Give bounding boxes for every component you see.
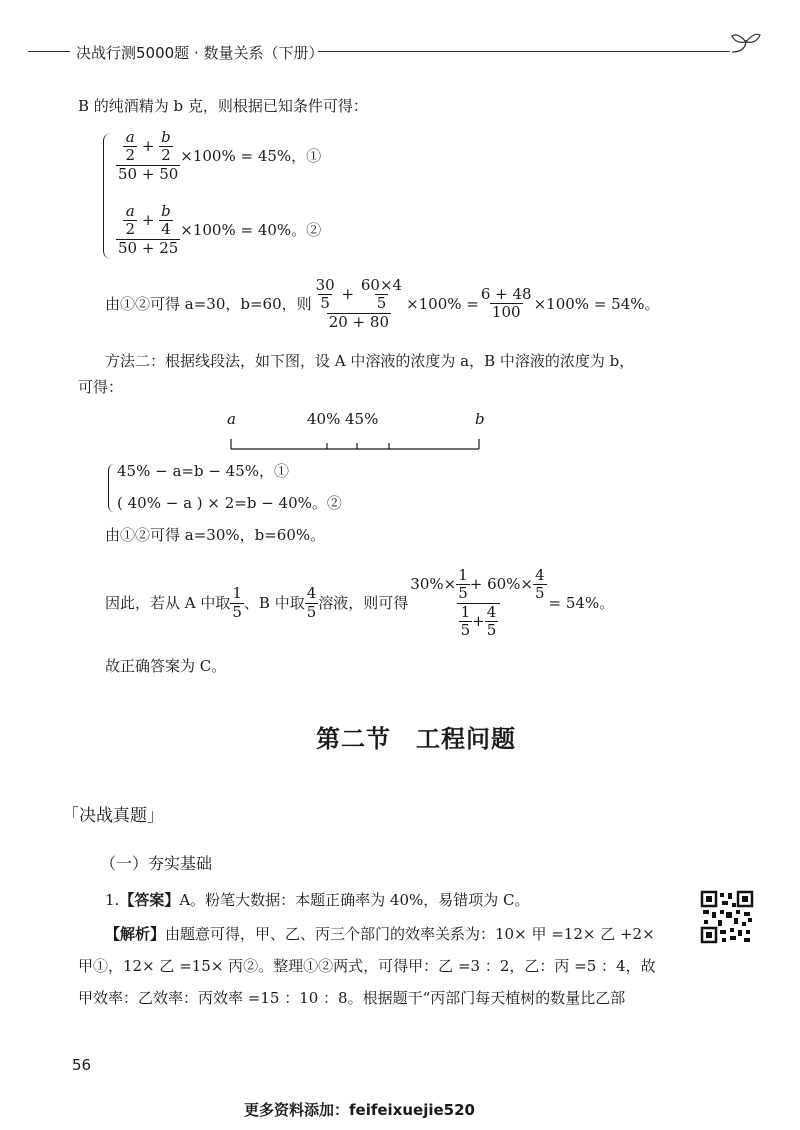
result1-line: 由①②可得 a=30，b=60，则 $\frac{30}{5}$ + $\frac{60\times 4}{5}$ 20 + 80 ×100% = $\frac{6 + 48}{100}$ ×100% = 54%。 — [105, 276, 660, 331]
q1-analysis-line3: 甲效率：乙效率：丙效率 =15 ：10 ：8。根据题干“丙部门每天植树的数量比乙部 — [78, 989, 626, 1007]
segment-label-b: b — [475, 410, 485, 428]
running-header-title: 决战行测5000题 · 数量关系（下册） — [76, 44, 324, 62]
sub-heading: （一）夯实基础 — [100, 854, 213, 873]
qr-code-icon[interactable] — [700, 890, 754, 944]
segment-label-40: 40% — [307, 410, 341, 428]
segment-diagram — [225, 408, 495, 453]
method2-line2: 可得： — [78, 378, 124, 396]
system2-brace — [108, 464, 117, 512]
method2-line1: 方法二：根据线段法，如下图，设 A 中溶液的浓度为 a，B 中溶液的浓度为 b， — [105, 352, 635, 370]
sprout-icon — [728, 30, 764, 60]
system1-eq1: $\frac{a}{2}$ + $\frac{b}{2}$ 50 + 50 ×100% = 45%，① — [118, 128, 322, 183]
eq2-big-fraction: $\frac{a}{2}$ + $\frac{b}{4}$ 50 + 25 — [118, 202, 179, 257]
therefore-frac-b: $\frac{4}{5}$ — [306, 584, 317, 621]
system1-eq2: $\frac{a}{2}$ + $\frac{b}{4}$ 50 + 25 ×100% = 40%。② — [118, 202, 322, 257]
eq1-big-fraction: $\frac{a}{2}$ + $\frac{b}{2}$ 50 + 50 — [118, 128, 179, 183]
block-heading: 「决战真题」 — [62, 806, 164, 826]
system2-eq2: ( 40% − a ) × 2=b − 40%。② — [117, 494, 342, 512]
q1-analysis-line2: 甲①，12× 乙 =15× 丙②。整理①②两式，可得甲：乙 =3 ：2，乙：丙 =5 ：4，故 — [78, 957, 656, 975]
q1-analysis-line1: 【解析】由题意可得，甲、乙、丙三个部门的效率关系为：10× 甲 =12× 乙 +2× — [105, 925, 655, 943]
result1-small-fraction: $\frac{6 + 48}{100}$ — [480, 285, 532, 322]
therefore-big-fraction: 30%× $\frac{1}{5}$ + 60%× $\frac{4}{5}$ $\frac{1}{5}$ + $\frac{4}{5}$ — [410, 566, 545, 639]
header-rule-left — [28, 51, 70, 52]
header-rule-right — [318, 51, 730, 52]
segment-label-45: 45% — [345, 410, 379, 428]
system1-brace — [103, 133, 114, 259]
therefore-frac-a: $\frac{1}{5}$ — [232, 584, 242, 621]
q1-answer-line: 1.【答案】A。粉笔大数据：本题正确率为 40%，易错项为 C。 — [105, 891, 530, 909]
therefore-line: 因此，若从 A 中取 $\frac{1}{5}$ 、B 中取 $\frac{4}{5}$ 溶液，则可得 30%× $\frac{1}{5}$ + 60%× $\frac{4}{5}$ $\frac{1}{5}$ + $\frac{4}{5}$ = 54%。 — [105, 566, 615, 639]
page-number: 56 — [72, 1056, 92, 1074]
segment-label-a: a — [227, 410, 236, 428]
footer-contact: 更多资料添加：feifeixuejie520 — [244, 1101, 475, 1119]
intro-line: B 的纯酒精为 b 克，则根据已知条件可得： — [78, 97, 368, 115]
segment-line — [225, 433, 495, 453]
section-title: 第二节 工程问题 — [316, 725, 516, 753]
result1-big-fraction: $\frac{30}{5}$ + $\frac{60\times 4}{5}$ 20 + 80 — [315, 276, 403, 331]
result2-line: 由①②可得 a=30%，b=60%。 — [105, 526, 326, 544]
system2-eq1: 45% − a=b − 45%，① — [117, 462, 290, 480]
answer-line: 故正确答案为 C。 — [105, 657, 227, 675]
